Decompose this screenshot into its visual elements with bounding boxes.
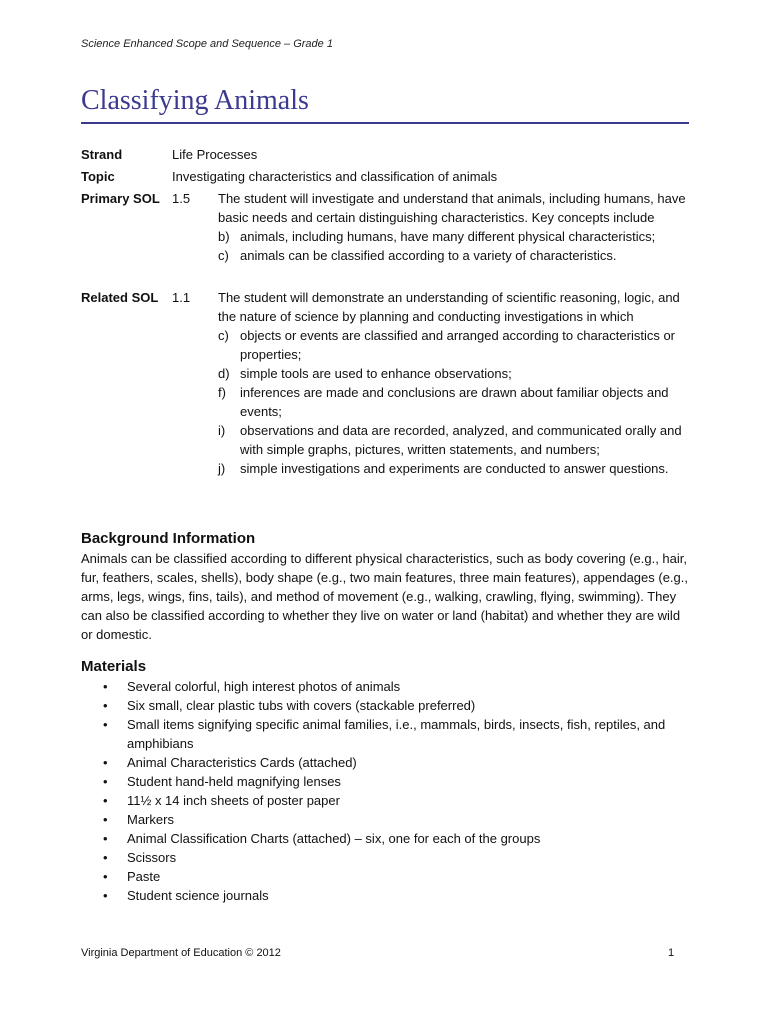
item-text: inferences are made and conclusions are drawn about familiar objects and events; <box>240 385 669 419</box>
bullet-icon: • <box>103 831 108 846</box>
bullet-icon: • <box>103 793 108 808</box>
material-text: Scissors <box>127 850 177 865</box>
material-text: Markers <box>127 812 174 827</box>
item-letter: c) <box>218 328 229 343</box>
item-text: animals, including humans, have many different physical characteristics; <box>240 229 656 244</box>
bullet-icon: • <box>103 679 108 694</box>
list-item <box>81 677 681 696</box>
item-letter: i) <box>218 423 226 438</box>
background-heading: Background Information <box>81 530 256 547</box>
material-text: Student science journals <box>127 888 269 903</box>
title-rule <box>81 122 689 124</box>
list-item <box>81 715 681 753</box>
primary-sol-number: 1.5 <box>172 191 191 206</box>
related-sol-label: Related SOL <box>81 290 159 305</box>
list-item <box>218 383 690 421</box>
related-sol-number: 1.1 <box>172 290 191 305</box>
bullet-icon: • <box>103 717 108 732</box>
strand-label: Strand <box>81 147 123 162</box>
item-text: observations and data are recorded, analyzed, and communicated orally and with simple graphs, pictures, written statements, and numbers; <box>240 423 682 457</box>
material-text: Small items signifying specific animal families, i.e., mammals, birds, insects, fish, reptiles, and amphibians <box>127 717 666 751</box>
page-title: Classifying Animals <box>81 85 309 116</box>
material-text: Six small, clear plastic tubs with covers (stackable preferred) <box>127 698 476 713</box>
materials-list <box>81 677 681 905</box>
list-item <box>81 848 681 867</box>
related-sol-text: The student will demonstrate an understanding of scientific reasoning, logic, and the nature of science by planning and conducting investigations in which <box>218 290 680 324</box>
related-sol-description <box>218 288 690 478</box>
bullet-icon: • <box>103 888 108 903</box>
list-item <box>218 421 690 459</box>
strand-value: Life Processes <box>172 147 258 162</box>
list-item <box>81 753 681 772</box>
bullet-icon: • <box>103 850 108 865</box>
list-item <box>81 696 681 715</box>
item-text: animals can be classified according to a variety of characteristics. <box>240 248 617 263</box>
page-number: 1 <box>668 947 675 959</box>
list-item <box>81 810 681 829</box>
item-letter: j) <box>218 461 226 476</box>
background-paragraph: Animals can be classified according to different physical characteristics, such as body covering (e.g., hair, fur, feathers, scales, shells), body shape (e.g., two main features, three main features), appendages (e.g., arms, legs, wings, fins, tails), and method of movement (e.g., walking, crawling, flying, swimming). They can also be classified according to whether they live on water or land (habitat) and whether they are wild or domestic. <box>81 551 688 642</box>
list-item <box>81 791 681 810</box>
material-text: Animal Characteristics Cards (attached) <box>127 755 357 770</box>
list-item <box>218 326 690 364</box>
item-letter: f) <box>218 385 226 400</box>
list-item <box>218 246 690 265</box>
material-text: Animal Classification Charts (attached) – six, one for each of the groups <box>127 831 541 846</box>
bullet-icon: • <box>103 698 108 713</box>
list-item <box>218 364 690 383</box>
materials-heading: Materials <box>81 658 147 675</box>
page-footer: Virginia Department of Education © 2012 <box>81 947 281 959</box>
list-item <box>81 886 681 905</box>
material-text: Student hand-held magnifying lenses <box>127 774 341 789</box>
topic-label: Topic <box>81 169 115 184</box>
topic-value: Investigating characteristics and classification of animals <box>172 169 498 184</box>
bullet-icon: • <box>103 755 108 770</box>
bullet-icon: • <box>103 774 108 789</box>
item-letter: b) <box>218 229 230 244</box>
item-letter: d) <box>218 366 230 381</box>
list-item <box>218 227 690 246</box>
material-text: 11½ x 14 inch sheets of poster paper <box>127 793 340 808</box>
item-text: objects or events are classified and arranged according to characteristics or properties; <box>240 328 675 362</box>
running-header: Science Enhanced Scope and Sequence – Grade 1 <box>81 38 333 50</box>
item-letter: c) <box>218 248 229 263</box>
primary-sol-label: Primary SOL <box>81 191 160 206</box>
item-text: simple tools are used to enhance observations; <box>240 366 512 381</box>
bullet-icon: • <box>103 812 108 827</box>
list-item <box>81 772 681 791</box>
material-text: Paste <box>127 869 161 884</box>
primary-sol-text: The student will investigate and understand that animals, including humans, have basic needs and certain distinguishing characteristics. Key concepts include <box>218 191 686 225</box>
item-text: simple investigations and experiments are conducted to answer questions. <box>240 461 669 476</box>
list-item <box>81 867 681 886</box>
list-item <box>81 829 681 848</box>
bullet-icon: • <box>103 869 108 884</box>
primary-sol-description <box>218 189 690 265</box>
material-text: Several colorful, high interest photos of animals <box>127 679 401 694</box>
list-item <box>218 459 690 478</box>
